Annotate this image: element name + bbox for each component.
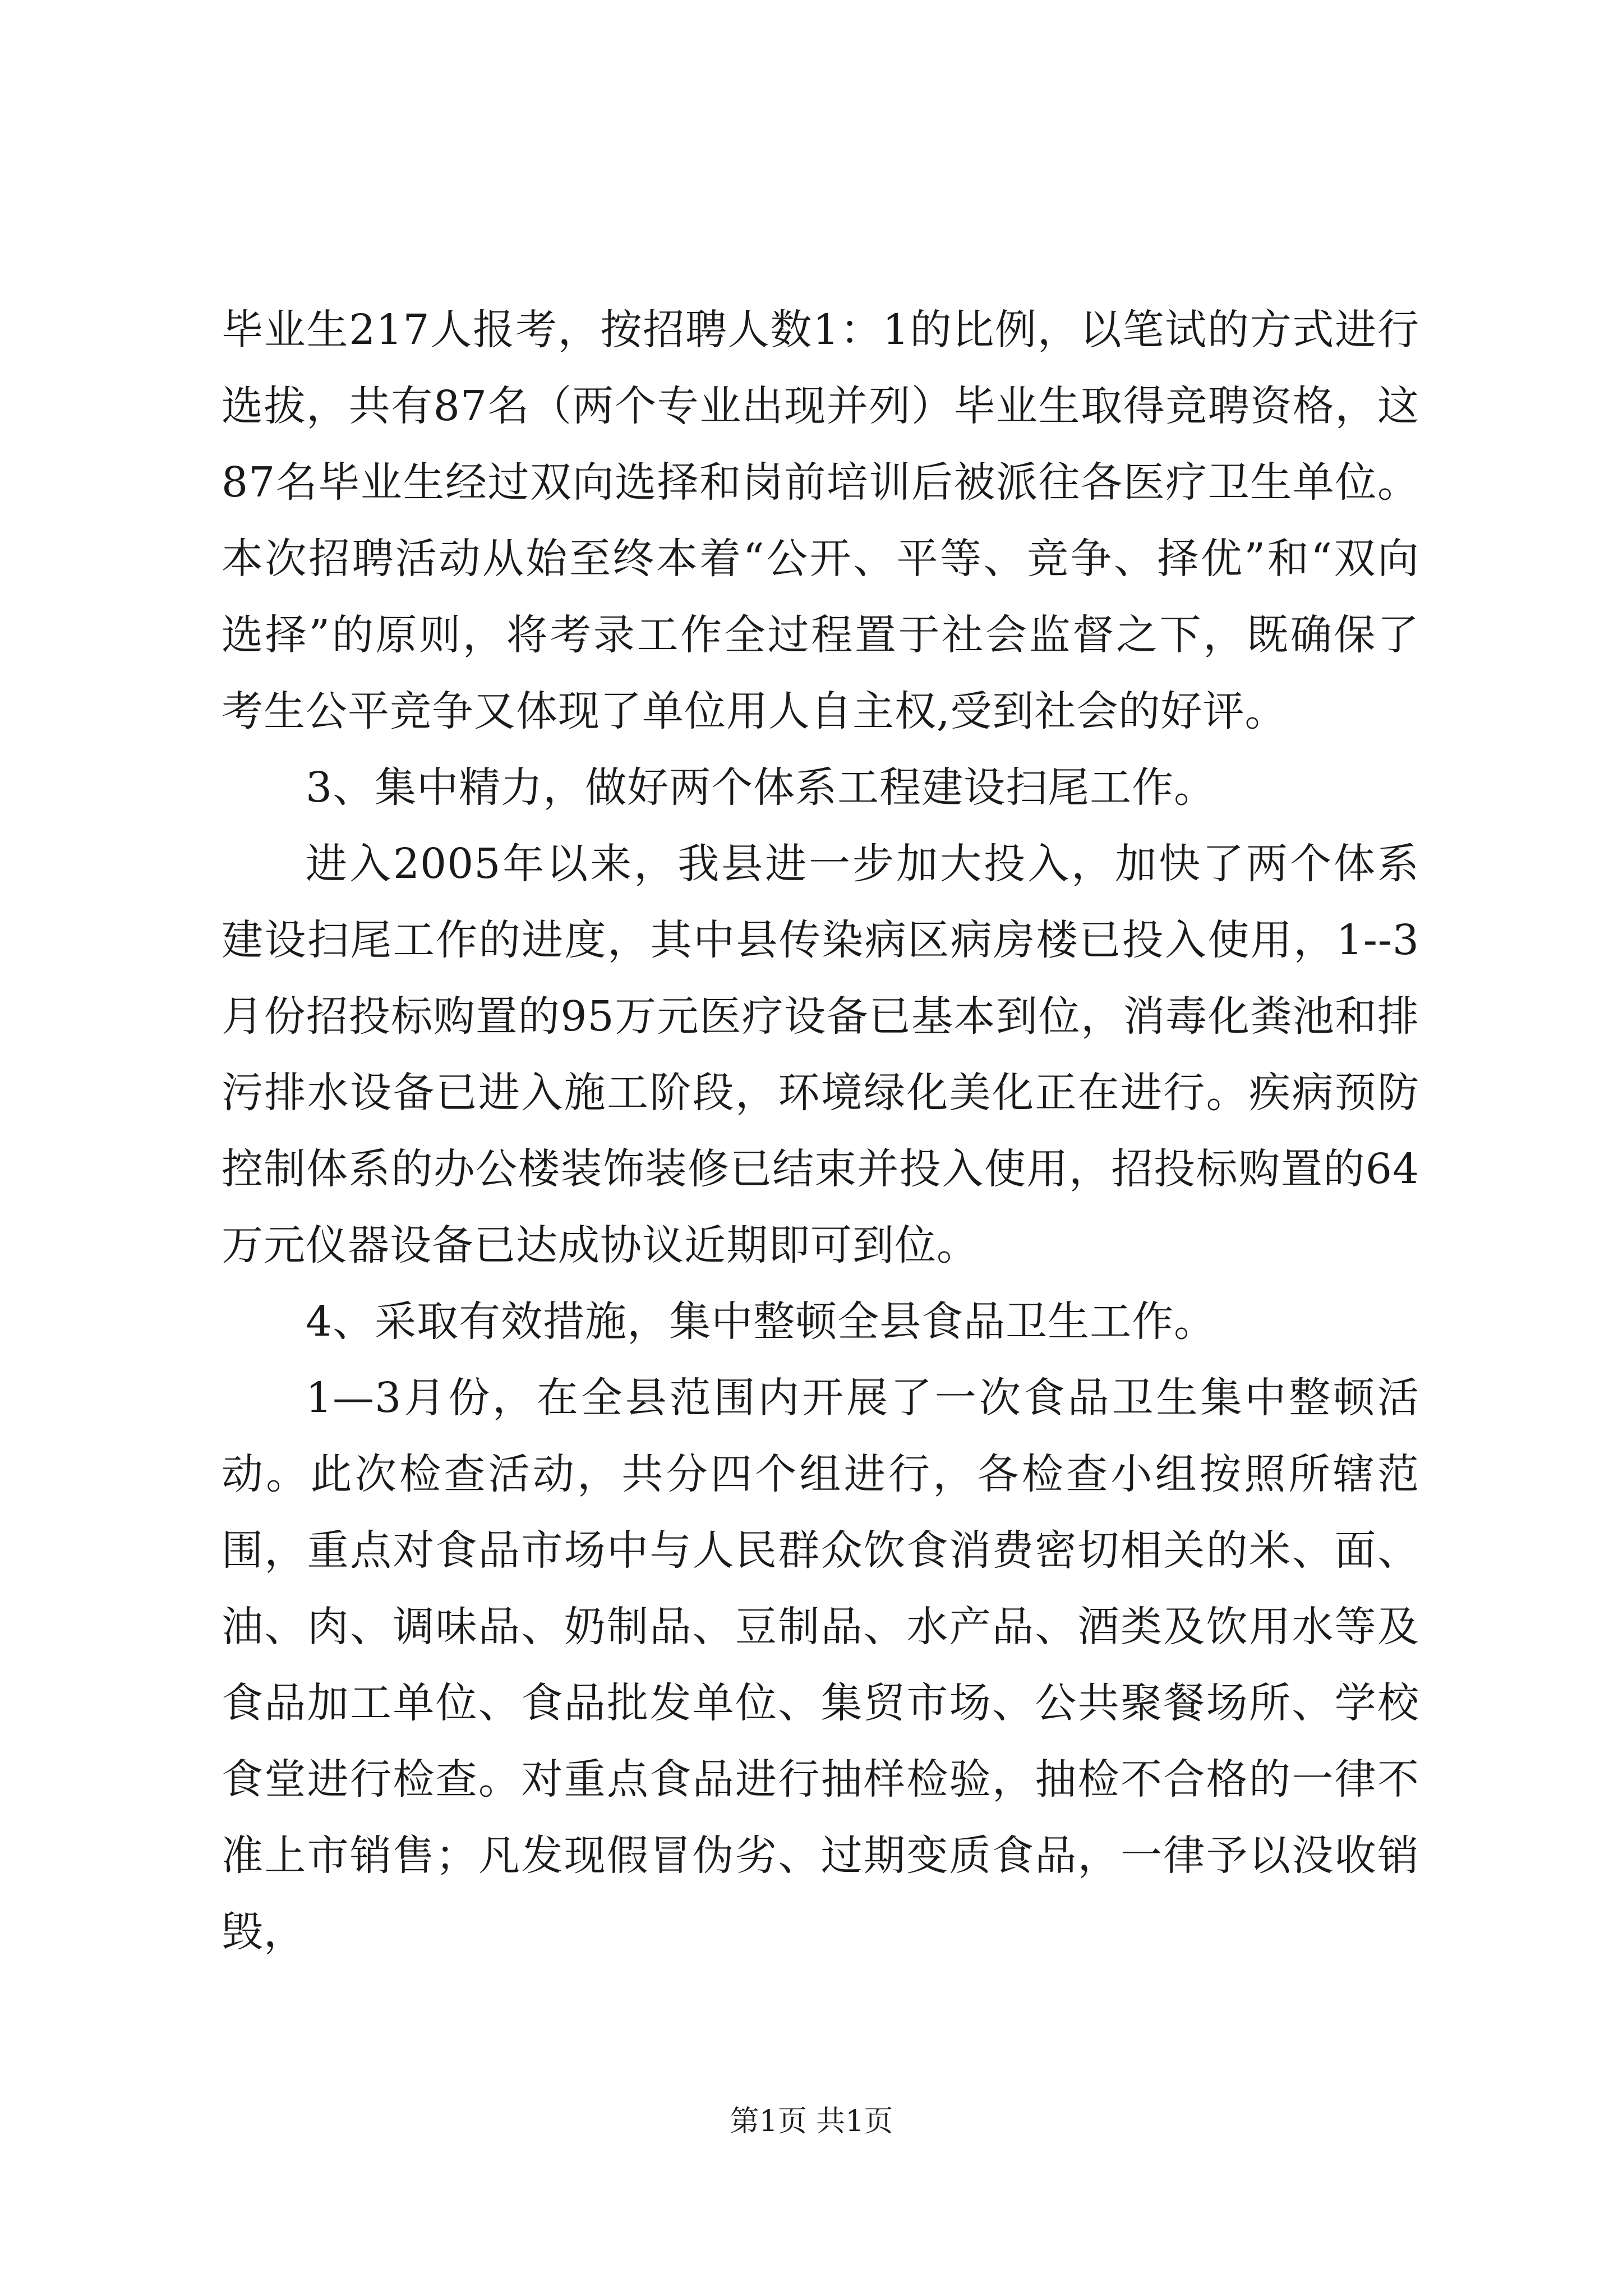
section-heading-3: 3、集中精力，做好两个体系工程建设扫尾工作。 <box>306 763 1216 812</box>
paragraph-construction: 进入2005年以来，我县进一步加大投入，加快了两个体系建设扫尾工作的进度，其中县传染病区病房楼已投入使用，1--3月份招投标购置的95万元医疗设备已基本到位，消毒化粪池和排污排水设备已进入施工阶段，环境绿化美化正在进行。疾病预防控制体系的办公楼装饰装修已结束并投入使用，招投标购置的64万元仪器设备已达成协议近期即可到位。 <box>222 840 1419 1269</box>
page-number-footer: 第1页 共1页 <box>730 2105 893 2138</box>
section-heading-4: 4、采取有效措施，集中整顿全县食品卫生工作。 <box>306 1297 1216 1346</box>
paragraph-continuation: 毕业生217人报考，按招聘人数1：1的比例，以笔试的方式进行选拔，共有87名（两个专业出现并列）毕业生取得竞聘资格，这87名毕业生经过双向选择和岗前培训后被派往各医疗卫生单位。本次招聘活动从始至终本着“公开、平等、竞争、择优”和“双向选择”的原则，将考录工作全过程置于社会监督之下，既确保了考生公平竞争又体现了单位用人自主权,受到社会的好评。 <box>222 306 1419 735</box>
paragraph-food-hygiene: 1—3月份，在全县范围内开展了一次食品卫生集中整顿活动。此次检查活动，共分四个组进行，各检查小组按照所辖范围，重点对食品市场中与人民群众饮食消费密切相关的米、面、油、肉、调味品、奶制品、豆制品、水产品、酒类及饮用水等及食品加工单位、食品批发单位、集贸市场、公共聚餐场所、学校食堂进行检查。对重点食品进行抽样检验，抽检不合格的一律不准上市销售；凡发现假冒伪劣、过期变质食品，一律予以没收销毁， <box>222 1374 1419 1956</box>
document-body <box>222 292 1419 1970</box>
